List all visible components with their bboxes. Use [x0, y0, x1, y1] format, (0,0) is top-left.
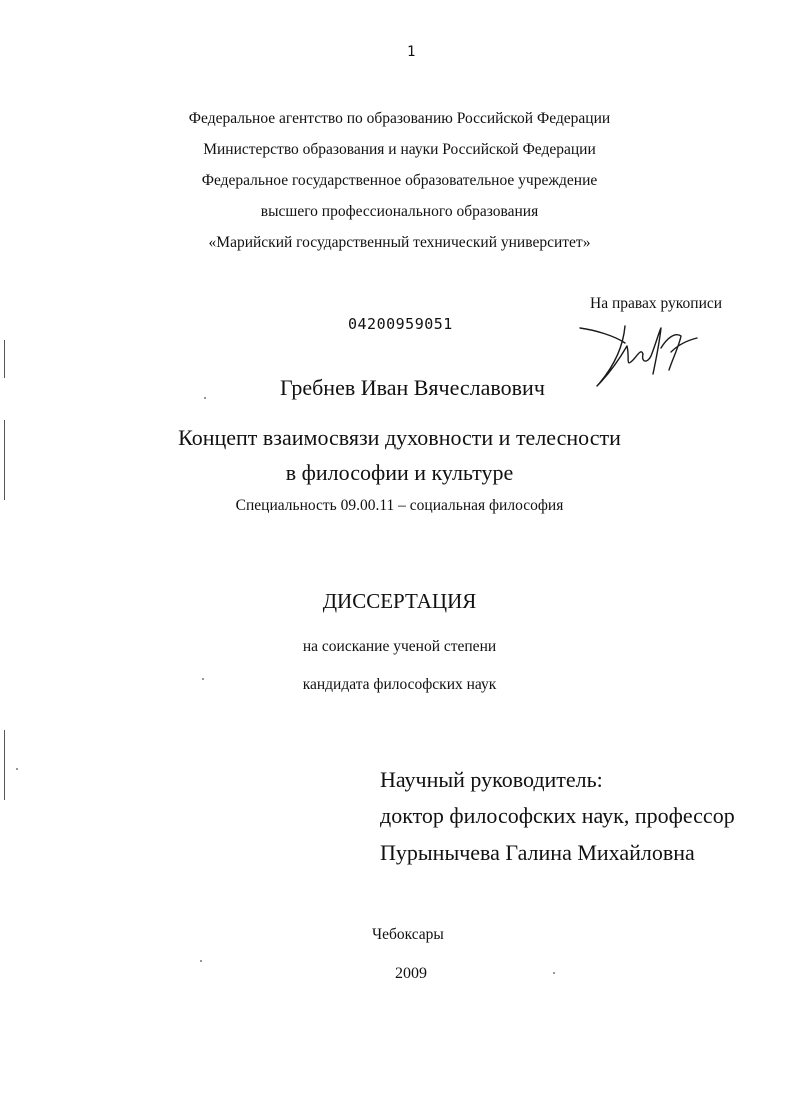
header-university: «Марийский государственный технический университет» [208, 234, 591, 251]
scan-edge-mark-top [4, 340, 5, 378]
manuscript-note: На правах рукописи [590, 295, 723, 312]
header-ministry: Министерство образования и науки Российской Федерации [203, 141, 596, 158]
header-institution-type: Федеральное государственное образовательное учреждение [201, 172, 598, 189]
dissertation-title-line-1: Концепт взаимосвязи духовности и телесности [178, 425, 621, 450]
archive-code: 04200959051 [348, 315, 453, 333]
scan-dot [200, 960, 202, 962]
supervisor-label: Научный руководитель: [380, 767, 603, 792]
page-number: 1 [407, 44, 416, 60]
scan-edge-mark-bottom [4, 730, 5, 800]
supervisor-name: Пурынычева Галина Михайловна [380, 840, 695, 865]
scan-dot [16, 768, 18, 770]
city: Чебоксары [372, 926, 444, 943]
header-agency: Федеральное агентство по образованию Российской Федерации [188, 110, 611, 127]
supervisor-rank: доктор философских наук, профессор [380, 803, 735, 828]
author-name: Гребнев Иван Вячеславович [280, 375, 545, 400]
scan-dot [204, 397, 206, 399]
year: 2009 [395, 965, 427, 982]
scan-dot [553, 972, 555, 974]
degree-line-2: кандидата философских наук [302, 676, 497, 693]
signature-image [575, 318, 700, 388]
document-type-heading: ДИССЕРТАЦИЯ [322, 589, 477, 613]
degree-line-1: на соискание ученой степени [302, 638, 497, 655]
header-education-level: высшего профессионального образования [260, 203, 539, 220]
dissertation-title-line-2: в философии и культуре [285, 460, 514, 485]
specialty: Специальность 09.00.11 – социальная философия [235, 497, 564, 514]
